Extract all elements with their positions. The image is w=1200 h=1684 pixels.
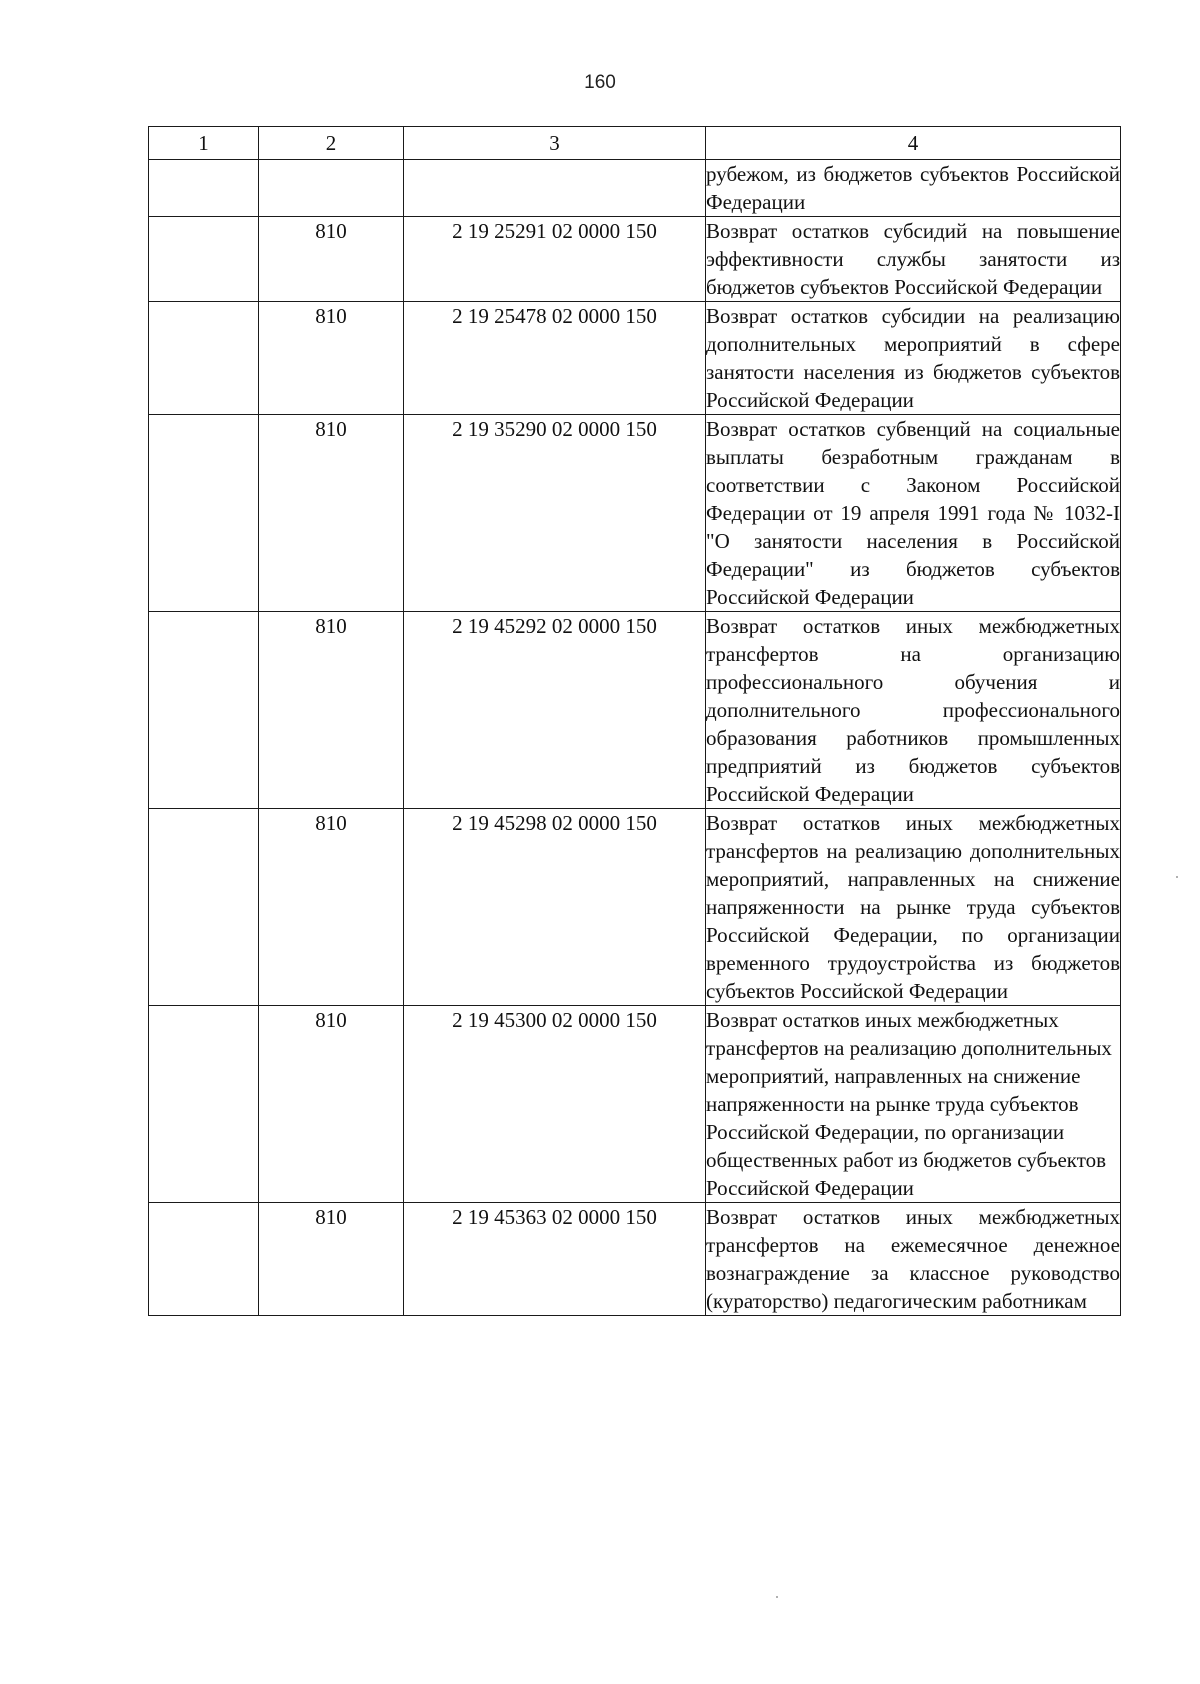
row-cell-budget-code: 2 19 45363 02 0000 150 [404, 1203, 706, 1316]
table-row [149, 302, 1121, 415]
row-cell-col1 [149, 612, 259, 809]
row-cell-admin-code: 810 [259, 1203, 404, 1316]
row-cell-description: Возврат остатков субсидий на повышение эффективности службы занятости из бюджетов субъектов Российской Федерации [706, 217, 1121, 302]
row-cell-col1 [149, 1006, 259, 1203]
column-header-4: 4 [706, 127, 1121, 160]
row-cell-description: Возврат остатков субвенций на социальные выплаты безработным гражданам в соответствии с Законом Российской Федерации от 19 апреля 1991 года № 1032-I "О занятости населения в Российской Федерации" из бюджетов субъектов Российской Федерации [706, 415, 1121, 612]
row-cell-admin-code: 810 [259, 302, 404, 415]
row-cell-admin-code: 810 [259, 1006, 404, 1203]
table-row [149, 160, 1121, 217]
row-cell-description: Возврат остатков иных межбюджетных трансфертов на организацию профессионального обучения и дополнительного профессионального образования работников промышленных предприятий из бюджетов субъектов Российской Федерации [706, 612, 1121, 809]
table-row [149, 1203, 1121, 1316]
row-cell-budget-code: 2 19 35290 02 0000 150 [404, 415, 706, 612]
row-cell-budget-code: 2 19 25291 02 0000 150 [404, 217, 706, 302]
row-cell-admin-code: 810 [259, 217, 404, 302]
table-row [149, 217, 1121, 302]
scan-speck [1176, 876, 1178, 878]
column-header-1: 1 [149, 127, 259, 160]
row-cell-col1 [149, 809, 259, 1006]
row-cell-budget-code [404, 160, 706, 217]
budget-code-table [148, 126, 1121, 1316]
row-cell-col1 [149, 160, 259, 217]
row-cell-description: Возврат остатков иных межбюджетных трансфертов на реализацию дополнительных мероприятий, направленных на снижение напряженности на рынке труда субъектов Российской Федерации, по организации общественных работ из бюджетов субъектов Российской Федерации [706, 1006, 1121, 1203]
row-cell-admin-code: 810 [259, 809, 404, 1006]
row-cell-budget-code: 2 19 45292 02 0000 150 [404, 612, 706, 809]
row-cell-budget-code: 2 19 25478 02 0000 150 [404, 302, 706, 415]
row-cell-description: Возврат остатков иных межбюджетных трансфертов на реализацию дополнительных мероприятий, направленных на снижение напряженности на рынке труда субъектов Российской Федерации, по организации временного трудоустройства из бюджетов субъектов Российской Федерации [706, 809, 1121, 1006]
row-cell-budget-code: 2 19 45300 02 0000 150 [404, 1006, 706, 1203]
scan-speck [776, 1596, 778, 1598]
column-header-3: 3 [404, 127, 706, 160]
row-cell-description: Возврат остатков субсидии на реализацию дополнительных мероприятий в сфере занятости населения из бюджетов субъектов Российской Федерации [706, 302, 1121, 415]
table-row [149, 612, 1121, 809]
table-row [149, 809, 1121, 1006]
row-cell-admin-code: 810 [259, 612, 404, 809]
table-row [149, 1006, 1121, 1203]
row-cell-admin-code: 810 [259, 415, 404, 612]
column-header-2: 2 [259, 127, 404, 160]
row-cell-col1 [149, 217, 259, 302]
row-cell-col1 [149, 1203, 259, 1316]
table-header-row [149, 127, 1121, 160]
table-row [149, 415, 1121, 612]
row-cell-admin-code [259, 160, 404, 217]
row-cell-col1 [149, 415, 259, 612]
row-cell-description: Возврат остатков иных межбюджетных трансфертов на ежемесячное денежное вознаграждение за классное руководство (кураторство) педагогическим работникам [706, 1203, 1121, 1316]
row-cell-budget-code: 2 19 45298 02 0000 150 [404, 809, 706, 1006]
page-number: 160 [584, 72, 616, 93]
row-cell-col1 [149, 302, 259, 415]
row-cell-description: рубежом, из бюджетов субъектов Российской Федерации [706, 160, 1121, 217]
